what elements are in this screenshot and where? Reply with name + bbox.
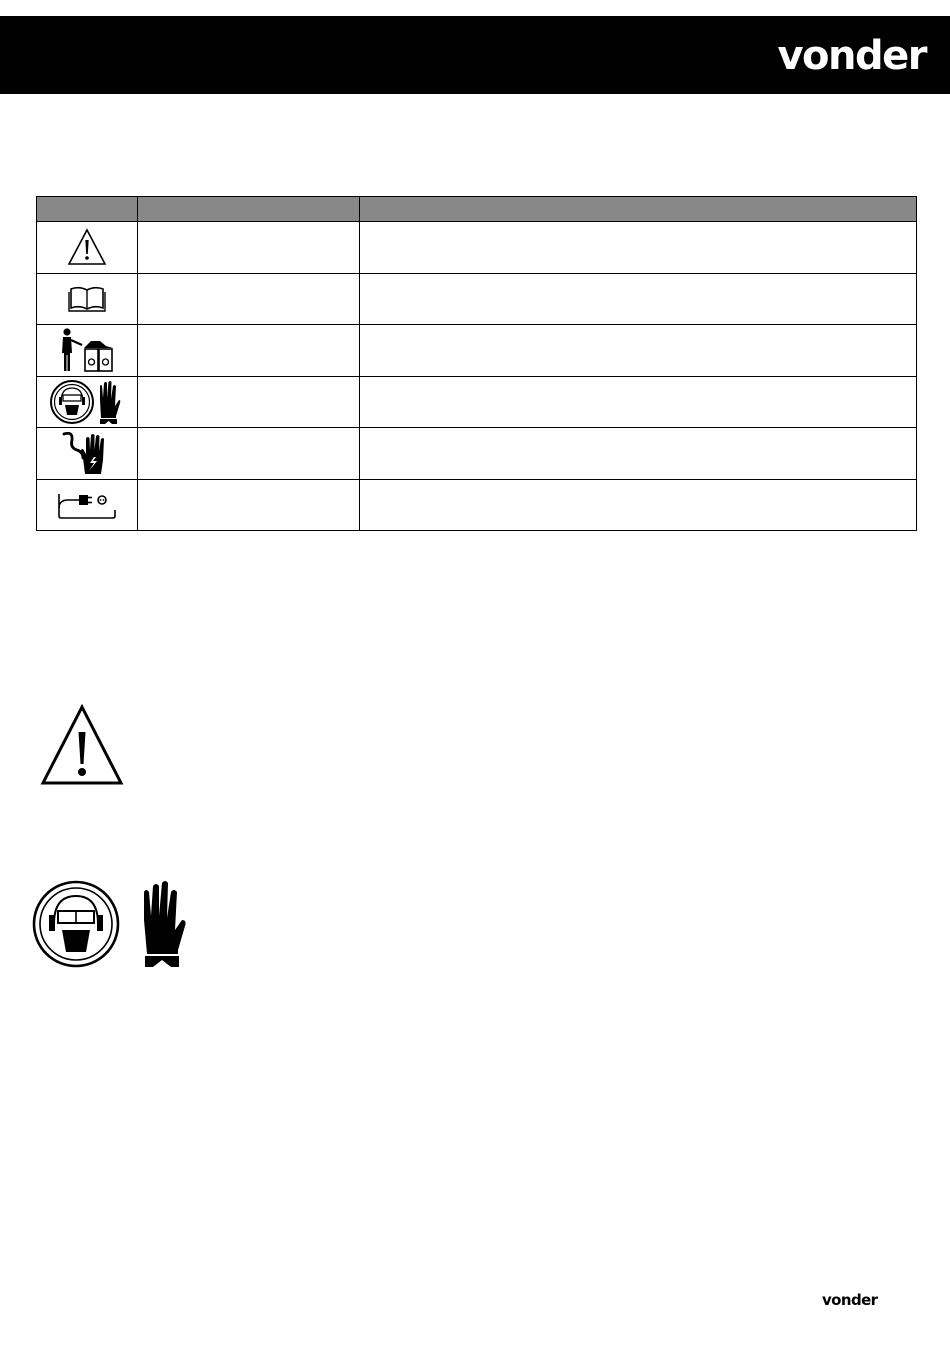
footer-brand-logo: vonder [822, 1291, 878, 1309]
table-row [37, 376, 917, 428]
symbol-name [138, 479, 360, 531]
ppe-mask-glove-icon [32, 878, 192, 970]
symbol-cell [37, 273, 138, 325]
symbol-meaning [360, 222, 917, 274]
symbol-name [138, 376, 360, 428]
symbol-name [138, 222, 360, 274]
symbol-meaning [360, 376, 917, 428]
glove-icon [100, 381, 120, 424]
symbol-name [138, 273, 360, 325]
electric-shock-hand-icon [61, 430, 113, 476]
symbol-cell [37, 428, 138, 480]
symbol-name [138, 325, 360, 377]
recycling-disposal-icon [58, 327, 116, 373]
table-header-row [37, 197, 917, 222]
header-bar [0, 16, 950, 94]
symbol-meaning [360, 325, 917, 377]
column-header-name [138, 197, 360, 222]
ppe-mask-glove-icon [50, 378, 124, 426]
symbol-cell [37, 325, 138, 377]
warning-triangle-icon [40, 704, 124, 786]
table-row [37, 273, 917, 325]
warning-triangle-icon [67, 228, 107, 266]
symbols-table [36, 196, 917, 531]
glove-icon [144, 881, 186, 967]
table-row [37, 222, 917, 274]
symbol-meaning [360, 428, 917, 480]
symbol-cell [37, 222, 138, 274]
open-book-manual-icon [68, 286, 106, 312]
column-header-symbol [37, 197, 138, 222]
column-header-meaning [360, 197, 917, 222]
table-row [37, 428, 917, 480]
symbol-cell [37, 479, 138, 531]
safety-mask-icon [51, 381, 93, 423]
brand-logo: vonder [777, 33, 926, 79]
symbol-meaning [360, 273, 917, 325]
safety-mask-icon [34, 882, 118, 966]
table-row [37, 479, 917, 531]
symbol-cell [37, 376, 138, 428]
unplug-power-icon [56, 490, 118, 520]
symbol-name [138, 428, 360, 480]
table-row [37, 325, 917, 377]
symbol-meaning [360, 479, 917, 531]
